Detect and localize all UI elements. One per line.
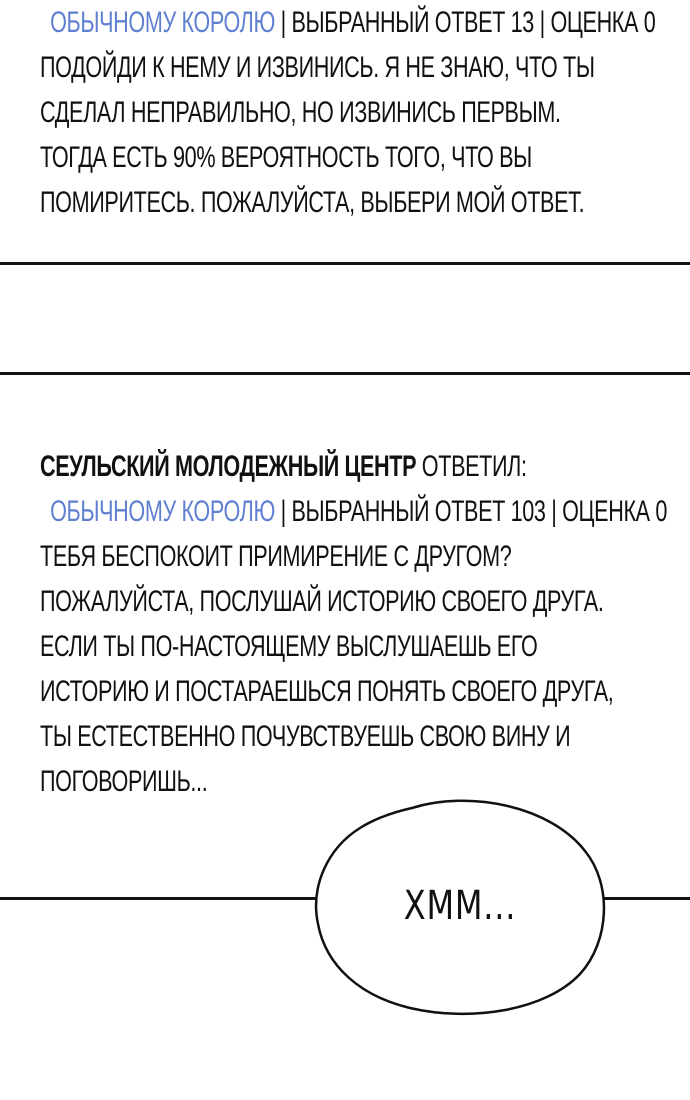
answer-2-line: ТЫ ЕСТЕСТВЕННО ПОЧУВСТВУЕШЬ СВОЮ ВИНУ И [40, 720, 571, 753]
answer-2-author-row [40, 444, 527, 489]
answer-2-meta: | ВЫБРАННЫЙ ОТВЕТ 103 | ОЦЕНКА 0 [280, 495, 668, 528]
divider-bottom-left [0, 897, 316, 900]
answer-2-line: ТЕБЯ БЕСПОКОИТ ПРИМИРЕНИЕ С ДРУГОМ? [40, 540, 512, 573]
answer-2-author: СЕУЛЬСКИЙ МОЛОДЕЖНЫЙ ЦЕНТР [40, 450, 417, 483]
answer-1-line: ТОГДА ЕСТЬ 90% ВЕРОЯТНОСТЬ ТОГО, ЧТО ВЫ [40, 141, 532, 174]
answer-block-1 [40, 0, 660, 225]
answer-1-line: ПОМИРИТЕСЬ. ПОЖАЛУЙСТА, ВЫБЕРИ МОЙ ОТВЕТ. [40, 186, 585, 219]
speech-bubble-text: ХММ... [403, 883, 517, 929]
answer-block-2 [40, 444, 668, 804]
divider-top [0, 262, 690, 265]
divider-middle [0, 372, 690, 375]
answer-1-meta: | ВЫБРАННЫЙ ОТВЕТ 13 | ОЦЕНКА 0 [280, 6, 656, 39]
answer-2-verb: ОТВЕТИЛ: [421, 450, 527, 483]
answer-2-line: ПОЖАЛУЙСТА, ПОСЛУШАЙ ИСТОРИЮ СВОЕГО ДРУГА. [40, 585, 604, 618]
answer-2-nickname: ОБЫЧНОМУ КОРОЛЮ [50, 495, 275, 528]
answer-2-line: ЕСЛИ ТЫ ПО-НАСТОЯЩЕМУ ВЫСЛУШАЕШЬ ЕГО [40, 630, 538, 663]
answer-1-header [40, 0, 656, 45]
answer-1-nickname: ОБЫЧНОМУ КОРОЛЮ [50, 6, 275, 39]
answer-1-line: ПОДОЙДИ К НЕМУ И ИЗВИНИСЬ. Я НЕ ЗНАЮ, ЧТО ТЫ [40, 51, 595, 84]
answer-2-header [40, 489, 668, 534]
answer-1-line: СДЕЛАЛ НЕПРАВИЛЬНО, НО ИЗВИНИСЬ ПЕРВЫМ. [40, 96, 561, 129]
answer-2-line: ИСТОРИЮ И ПОСТАРАЕШЬСЯ ПОНЯТЬ СВОЕГО ДРУГА, [40, 675, 614, 708]
answer-2-line: ПОГОВОРИШЬ... [40, 765, 208, 798]
